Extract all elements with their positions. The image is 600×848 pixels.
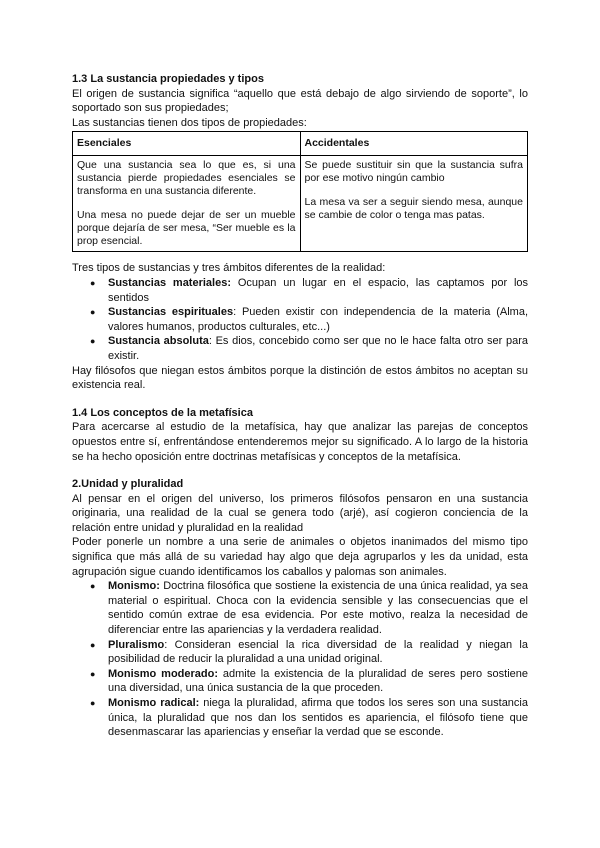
list-item-text: Doctrina filosófica que sostiene la existencia de una única realidad, ya sea material o espiritual. Choca con la evidencia sensible y las consecuencias que el sentido común extrae de esa evidencia. Por este motivo, realza la necesidad de diferenciar entre las apariencias y la verdadera realidad. — [108, 580, 528, 637]
cell-accidentales — [300, 156, 528, 252]
list-item — [72, 334, 528, 363]
list-item — [72, 667, 528, 696]
list-item-text: Ocupan un lugar en el espacio, las captamos por los sentidos — [108, 276, 529, 304]
bullet-icon: ● — [90, 698, 96, 708]
list-item — [72, 579, 528, 637]
bullet-icon: ● — [90, 668, 96, 679]
page-content — [72, 72, 528, 740]
bullet-icon: ● — [90, 277, 96, 288]
list-item-text: : Pueden existir con independencia de la materia (Alma, valores humanos, productos culturales, etc...) — [108, 306, 528, 333]
list-item-term: Sustancia absoluta — [108, 335, 209, 348]
property-types-line: Las sustancias tienen dos tipos de propiedades: — [72, 116, 307, 129]
three-types-intro: Tres tipos de sustancias y tres ámbitos diferentes de la realidad: — [72, 262, 386, 275]
header-esenciales: Esenciales — [73, 132, 301, 156]
list-item-term: Sustancias espirituales — [108, 306, 234, 319]
list-item-text: admite la existencia de la pluralidad de seres pero sostiene una diversidad, una única sustancia de la que proceden. — [108, 667, 529, 695]
list-item — [72, 696, 528, 740]
properties-table — [72, 131, 528, 252]
esenciales-example: Una mesa no puede dejar de ser un mueble porque dejaría de ser mesa, “Ser mueble es la prop esencial. — [77, 209, 296, 248]
list-item — [72, 305, 528, 334]
section-1-4-body: Para acercarse al estudio de la metafísica, hay que analizar las parejas de conceptos opuestos entre sí, enfrentándose entenderemos mejor su significado. A lo largo de la historia se ha hecho oposición entre doctrinas metafísicas y conceptos de la metafísica. — [72, 421, 528, 463]
list-item-term: Monismo radical: — [108, 697, 200, 709]
list-item-text: niega la pluralidad, afirma que todos los seres son una sustancia única, la pluralidad que nos dan los sentidos es apariencia, el filósofo tiene que desenmascarar las apariencias y enseñar la verdad que se esconde. — [108, 697, 528, 739]
accidentales-example: La mesa va ser a seguir siendo mesa, aunque se cambie de color o tenga mas patas. — [304, 196, 523, 222]
section-1-3-heading: 1.3 La sustancia propiedades y tipos — [72, 73, 264, 85]
list-item — [72, 276, 528, 305]
table-header-row — [73, 132, 528, 156]
substance-types-list — [72, 276, 528, 364]
bullet-icon: ● — [90, 639, 96, 650]
list-item-term: Pluralismo — [108, 638, 165, 651]
section-1-4-heading: 1.4 Los conceptos de la metafísica — [72, 406, 253, 419]
section-1-3-closing: Hay filósofos que niegan estos ámbitos porque la distinción de estos ámbitos no aceptan su existencia real. — [72, 364, 528, 392]
list-item-term: Monismo moderado: — [108, 667, 219, 680]
bullet-icon: ● — [90, 307, 96, 318]
section-2-para-1: Al pensar en el origen del universo, los primeros filósofos pensaron en una sustancia originaria, una realidad de la cual se genera todo (arjé), así cogieron conciencia de la relación entre unidad y pluralidad en la realidad — [72, 492, 528, 534]
monism-list — [72, 579, 528, 740]
cell-esenciales — [73, 156, 301, 252]
esenciales-definition: Que una sustancia sea lo que es, si una sustancia pierde propiedades esenciales se transforma en una sustancia diferente. — [77, 159, 296, 198]
list-item-term: Monismo: — [108, 580, 160, 593]
section-1-3-intro: El origen de sustancia significa “aquello que está debajo de algo sirviendo de soporte”, lo soportado son sus propiedades; — [72, 87, 528, 115]
table-row — [73, 156, 528, 252]
accidentales-definition: Se puede sustituir sin que la sustancia sufra por ese motivo ningún cambio — [304, 159, 523, 185]
list-item-term: Sustancias materiales: — [108, 276, 232, 289]
bullet-icon: ● — [90, 336, 96, 347]
section-2-heading: 2.Unidad y pluralidad — [72, 478, 184, 491]
section-2-para-2: Poder ponerle un nombre a una serie de animales o objetos inanimados del mismo tipo significa que más allá de su variedad hay algo que deja agruparlos y les da unidad, esta agrupación sigue cuando identificamos los caballos y palomas son animales. — [72, 536, 528, 578]
header-accidentales: Accidentales — [300, 132, 528, 156]
list-item — [72, 638, 528, 667]
list-item-text: : Es dios, concebido como ser que no le hace falta otro ser para existir. — [108, 335, 528, 362]
list-item-text: : Consideran esencial la rica diversidad de la realidad y niegan la posibilidad de reducir la pluralidad a una unidad original. — [108, 638, 528, 666]
bullet-icon: ● — [90, 581, 96, 592]
